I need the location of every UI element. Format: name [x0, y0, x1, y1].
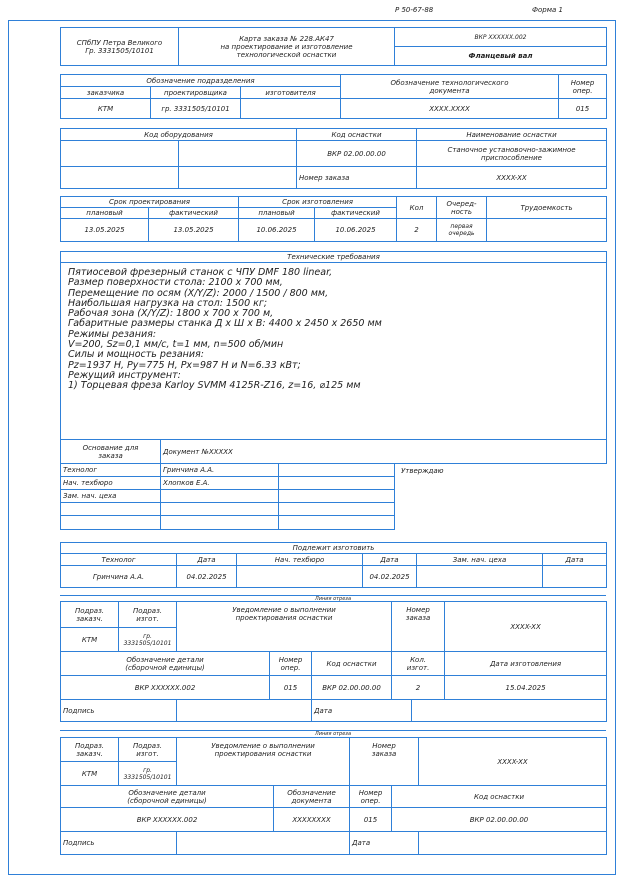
equip-cell-4 [179, 167, 297, 189]
deputy-name [161, 490, 279, 503]
notice-2-block [60, 737, 607, 855]
n2-date [419, 832, 607, 855]
doc-code: ВКР XXXXXX.002 [395, 28, 607, 47]
n2-order: XXXX-XX [419, 738, 607, 786]
queue: первая очередь [437, 219, 487, 242]
deputy-header: Зам. нач. цеха [61, 490, 161, 503]
qty: 2 [397, 219, 437, 242]
n1-date-header: Дата [312, 700, 412, 722]
queue-header: Очеред- ность [437, 197, 487, 219]
title-block [60, 27, 607, 66]
requirements-text: Пятиосевой фрезерный станок с ЧПУ DMF 180 linear, Размер поверхности стола: 2100 x 700 мм, Перемещение по осям (X/Y/Z): 2000 / 1500 / 800 мм, Наибольшая нагрузка на стол: 1500 кг; Рабочая зона (X/Y/Z): 1800 x 700 x 700 м, Габаритные размеры станка Д x Ш x В: 4400 x 2450 x 2650 мм Режимы резания: V=200, Sz=0,1 мм/с, t=1 мм, n=500 об/мин Силы и мощность резания: Pz=1937 Н, Py=775 Н, Px=987 Н и N=6.33 кВт; Режущий инструмент: 1) Торцевая фреза Karloy SVMM 4125R-Z16, z=16, ⌀125 мм [68, 267, 382, 392]
tooling-code: ВКР 02.00.00.00 [297, 141, 417, 167]
n1-order-header: Номер заказа [392, 602, 445, 652]
design-header: проектировщика [151, 87, 241, 99]
make-plan-date: 10.06.2025 [239, 219, 315, 242]
prod-date-3 [543, 566, 607, 588]
n2-sign-header: Подпись [61, 832, 177, 855]
design-plan-date: 13.05.2025 [61, 219, 149, 242]
technologist-header: Технолог [61, 464, 161, 477]
equipment-block [60, 128, 607, 189]
tooling-name: Станочное установочно-зажимное приспособление [417, 141, 607, 167]
cut-line-1: Линия отреза [60, 595, 606, 602]
deputy-sign [279, 490, 395, 503]
n2-tooling-header: Код оснастки [392, 786, 607, 808]
blank-1 [61, 503, 161, 516]
n2-date-header: Дата [350, 832, 419, 855]
n1-order: XXXX-XX [445, 602, 607, 652]
prod-deputy-header: Зам. нач. цеха [417, 554, 543, 566]
customer-dept: КТМ [61, 99, 151, 119]
prod-date-1: 04.02.2025 [177, 566, 237, 588]
schedule-block [60, 196, 607, 242]
requirements-heading: Технические требования [61, 252, 607, 263]
n1-make-date: 15.04.2025 [445, 676, 607, 700]
equip-code-cell-1 [61, 141, 179, 167]
departments-block [60, 74, 607, 119]
n1-notice-header: Уведомление о выполнении проектирования оснастки [177, 602, 392, 652]
university: СПбПУ Петра Великого Гр. 3331505/10101 [61, 28, 179, 66]
n1-cust-dept: КТМ [61, 628, 119, 652]
tooling-name-header: Наименование оснастки [417, 129, 607, 141]
order-num-header: Номер заказа [297, 167, 417, 189]
design-term-header: Срок проектирования [61, 197, 239, 208]
technologist-name: Гринчина А.А. [161, 464, 279, 477]
n1-op-header: Номер опер. [270, 652, 312, 676]
make-fact-date: 10.06.2025 [315, 219, 397, 242]
departments-heading: Обозначение подразделения [61, 75, 341, 87]
equip-cell-3 [61, 167, 179, 189]
make-planned-header: плановый [239, 208, 315, 219]
tech-doc: XXXX.XXXX [341, 99, 559, 119]
n1-maker-dept: гр. 3331505/10101 [119, 628, 177, 652]
card-title: Карта заказа № 228.АК47 на проектирование и изготовление технологической оснастки [179, 28, 395, 66]
basis-block [60, 439, 607, 530]
maker-header: изготовителя [241, 87, 341, 99]
prod-tech-head-header: Нач. техбюро [237, 554, 363, 566]
n1-date [412, 700, 607, 722]
op-num-header: Номер опер. [559, 75, 607, 99]
n1-sign-header: Подпись [61, 700, 177, 722]
equip-code-header: Код оборудования [61, 129, 297, 141]
make-term-header: Срок изготовления [239, 197, 397, 208]
customer-header: заказчика [61, 87, 151, 99]
tech-head-name: Хлопков Е.А. [161, 477, 279, 490]
basis-doc: Документ №XXXXX [161, 440, 607, 464]
make-actual-header: фактический [315, 208, 397, 219]
prod-date-2: 04.02.2025 [363, 566, 417, 588]
n1-qty-header: Кол. изгот. [392, 652, 445, 676]
design-planned-header: плановый [61, 208, 149, 219]
basis-header: Основание для заказа [61, 440, 161, 464]
form-number: Форма 1 [532, 6, 564, 14]
n2-op-header: Номер опер. [350, 786, 392, 808]
design-dept: гр. 3331505/10101 [151, 99, 241, 119]
blank-6 [279, 516, 395, 530]
n1-op: 015 [270, 676, 312, 700]
n2-maker-dept-header: Подраз. изгот. [119, 738, 177, 762]
n2-part-header: Обозначение детали (сборочной единицы) [61, 786, 274, 808]
tech-head-sign [279, 477, 395, 490]
op-num: 015 [559, 99, 607, 119]
prod-tech-head [237, 566, 363, 588]
prod-technologist-header: Технолог [61, 554, 177, 566]
n1-tooling-header: Код оснастки [312, 652, 392, 676]
prod-deputy [417, 566, 543, 588]
n1-sign [177, 700, 312, 722]
labor [487, 219, 607, 242]
part-name: Фланцевый вал [395, 47, 607, 66]
n2-maker-dept: гр. 3331505/10101 [119, 762, 177, 786]
equip-code-cell-2 [179, 141, 297, 167]
n2-tooling: ВКР 02.00.00.00 [392, 808, 607, 832]
blank-3 [279, 503, 395, 516]
n2-doc: XXXXXXXX [274, 808, 350, 832]
tech-doc-header: Обозначение технологического документа [341, 75, 559, 99]
blank-2 [161, 503, 279, 516]
prod-date-header-1: Дата [177, 554, 237, 566]
n2-notice-header: Уведомление о выполнении проектирования оснастки [177, 738, 350, 786]
n1-maker-dept-header: Подраз. изгот. [119, 602, 177, 628]
production-heading: Подлежит изготовить [61, 543, 607, 554]
n2-part: ВКР XXXXXX.002 [61, 808, 274, 832]
n1-make-date-header: Дата изготовления [445, 652, 607, 676]
technologist-sign [279, 464, 395, 477]
qty-header: Кол [397, 197, 437, 219]
prod-date-header-3: Дата [543, 554, 607, 566]
labor-header: Трудоемкость [487, 197, 607, 219]
n2-order-header: Номер заказа [350, 738, 419, 786]
cut-line-2: Линия отреза [60, 730, 606, 737]
n2-doc-header: Обозначение документа [274, 786, 350, 808]
design-fact-date: 13.05.2025 [149, 219, 239, 242]
tooling-code-header: Код оснастки [297, 129, 417, 141]
n1-tooling: ВКР 02.00.00.00 [312, 676, 392, 700]
order-num: XXXX-XX [417, 167, 607, 189]
design-actual-header: фактический [149, 208, 239, 219]
n1-part: ВКР XXXXXX.002 [61, 676, 270, 700]
maker-dept [241, 99, 341, 119]
approve-label: Утверждаю [395, 464, 607, 530]
n2-sign [177, 832, 350, 855]
production-block [60, 542, 607, 588]
blank-5 [161, 516, 279, 530]
n2-cust-dept-header: Подраз. заказч. [61, 738, 119, 762]
tech-head-header: Нач. техбюро [61, 477, 161, 490]
n1-part-header: Обозначение детали (сборочной единицы) [61, 652, 270, 676]
standard-code: Р 50-67-88 [395, 6, 434, 14]
blank-4 [61, 516, 161, 530]
n2-op: 015 [350, 808, 392, 832]
n1-cust-dept-header: Подраз. заказч. [61, 602, 119, 628]
prod-technologist: Гринчина А.А. [61, 566, 177, 588]
n2-cust-dept: КТМ [61, 762, 119, 786]
notice-1-block [60, 601, 607, 722]
n1-qty: 2 [392, 676, 445, 700]
prod-date-header-2: Дата [363, 554, 417, 566]
